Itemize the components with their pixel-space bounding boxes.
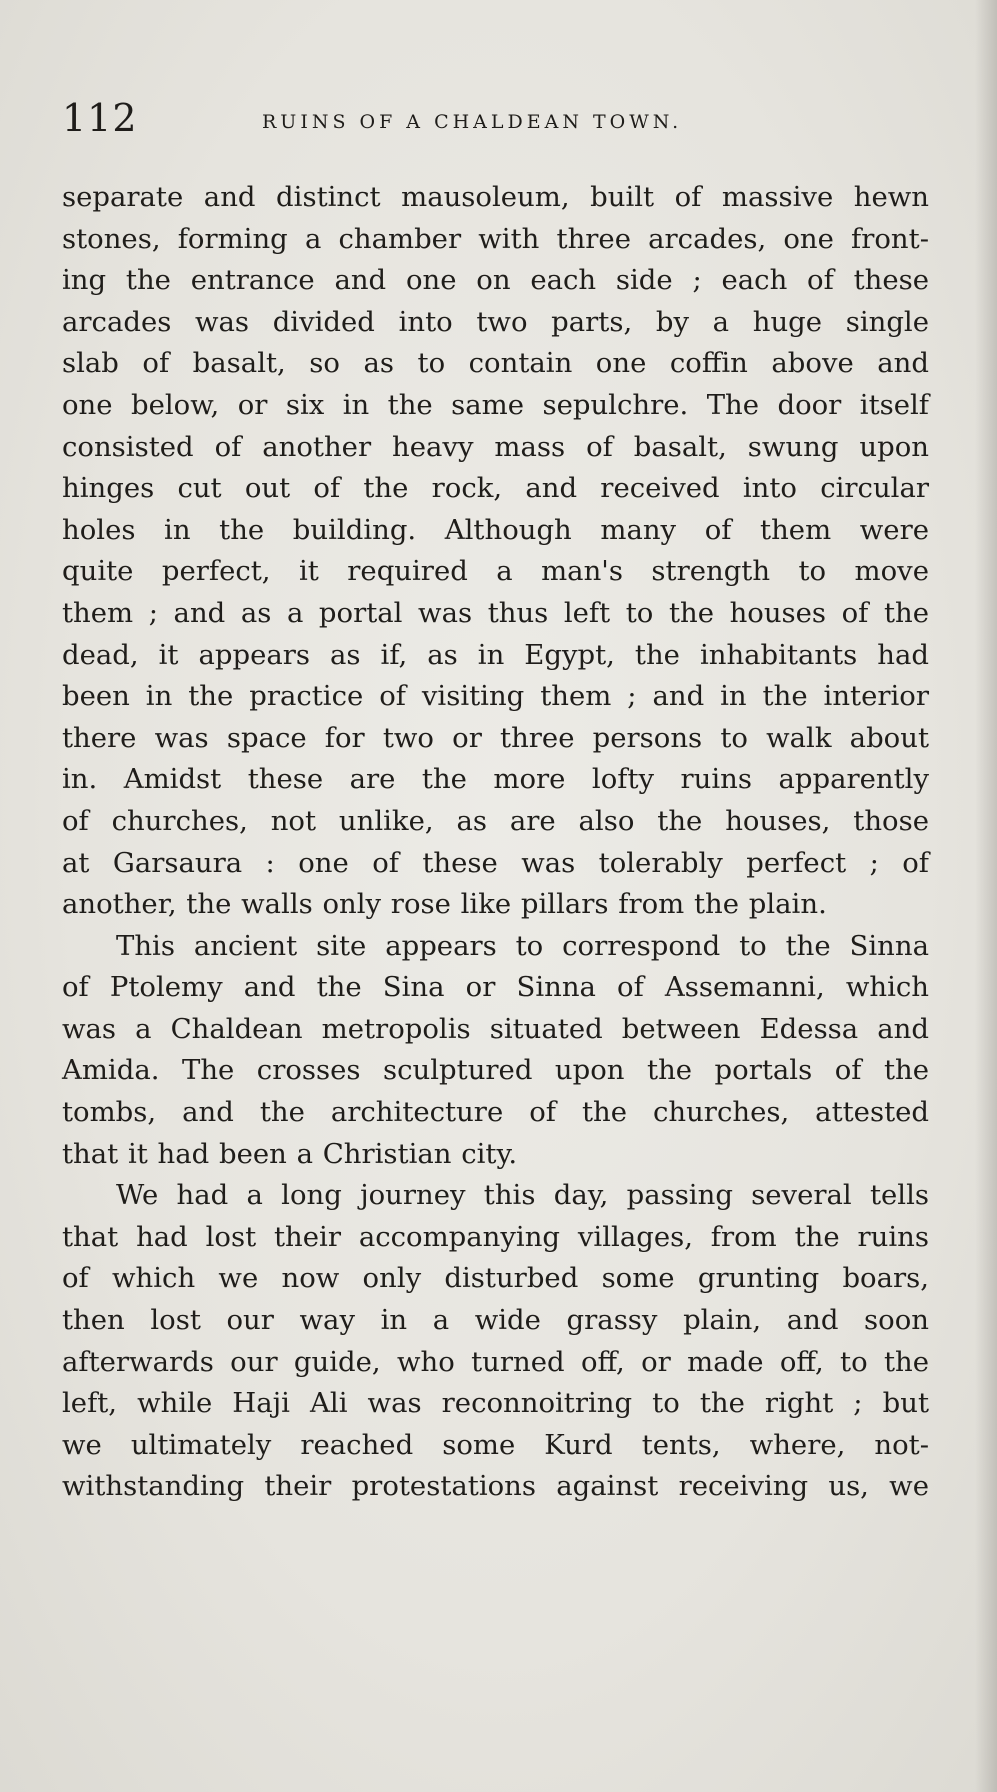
text-line: separate and distinct mausoleum, built of massive hewn	[62, 181, 929, 213]
page-edge-shadow	[975, 0, 997, 1792]
text-line: slab of basalt, so as to contain one coffin above and	[62, 347, 929, 380]
text-line: afterwards our guide, who turned off, or made off, to the	[62, 1345, 929, 1378]
text-line: of Ptolemy and the Sina or Sinna of Assemanni, which	[62, 971, 929, 1004]
text-line: ing the entrance and one on each side ; each of these	[62, 264, 929, 297]
text-line: was a Chaldean metropolis situated between Edessa and	[62, 1012, 929, 1045]
running-head	[62, 88, 942, 148]
body-text	[62, 177, 929, 1508]
text-line: hinges cut out of the rock, and received into circular	[62, 472, 929, 505]
paragraph-start-line: This ancient site appears to correspond to the Sinna	[116, 929, 929, 962]
text-line: then lost our way in a wide grassy plain, and soon	[62, 1304, 929, 1337]
text-line: holes in the building. Although many of them were	[62, 513, 929, 546]
running-title: RUINS OF A CHALDEAN TOWN.	[262, 111, 683, 133]
text-line: withstanding their protestations against receiving us, we	[62, 1470, 929, 1503]
paragraph-start-line: We had a long journey this day, passing several tells	[116, 1179, 929, 1212]
paragraph-end-line: that it had been a Christian city.	[62, 1137, 518, 1170]
paragraph-end-line: another, the walls only rose like pillars from the plain.	[62, 888, 827, 921]
text-line: dead, it appears as if, as in Egypt, the inhabitants had	[62, 638, 929, 671]
text-line: in. Amidst these are the more lofty ruins apparently	[62, 763, 929, 796]
text-line: them ; and as a portal was thus left to the houses of the	[62, 596, 929, 629]
text-line: one below, or six in the same sepulchre. The door itself	[62, 388, 929, 421]
text-line: Amida. The crosses sculptured upon the portals of the	[62, 1054, 929, 1087]
text-line: of which we now only disturbed some grunting boars,	[62, 1262, 929, 1295]
text-line: stones, forming a chamber with three arcades, one front-	[62, 222, 929, 255]
text-line: that had lost their accompanying villages, from the ruins	[62, 1220, 929, 1253]
text-line: of churches, not unlike, as are also the houses, those	[62, 804, 929, 837]
text-line: quite perfect, it required a man's strength to move	[62, 555, 929, 588]
text-line: consisted of another heavy mass of basalt, swung upon	[62, 430, 929, 463]
page-number: 112	[62, 96, 138, 140]
text-line: been in the practice of visiting them ; and in the interior	[62, 680, 929, 713]
text-line: arcades was divided into two parts, by a huge single	[62, 305, 929, 338]
text-line: tombs, and the architecture of the churches, attested	[62, 1096, 929, 1129]
text-line: left, while Haji Ali was reconnoitring to the right ; but	[62, 1387, 929, 1420]
text-line: we ultimately reached some Kurd tents, where, not-	[62, 1428, 929, 1461]
text-line: there was space for two or three persons to walk about	[62, 721, 929, 754]
text-line: at Garsaura : one of these was tolerably perfect ; of	[62, 846, 929, 879]
